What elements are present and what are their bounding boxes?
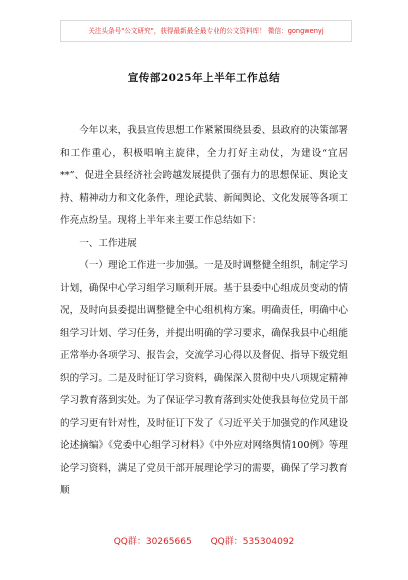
intro-paragraph: 今年以来，我县宣传思想工作紧紧围绕县委、县政府的决策部署和工作重心，积极唱响主旋律，全力打好主动仗，为建设“宜居**”、促进全县经济社会跨越发展提供了强有力的思想保证、舆论支持、精神动力和文化条件，理论武装、新闻舆论、文化发展等各项工作亮点纷呈。现将上半年来主要工作总结如下：	[60, 125, 348, 226]
body-paragraph: （一）理论工作进一步加强。一是及时调整健全组织，制定学习计划，确保中心学习组学习顺利开展。基于县委中心组成员变动的情况，及时向县委提出调整健全中心组机构方案。明确责任，明确中心组学习计划、学习任务，并提出明确的学习要求，确保我县中心组能正常举办各项学习、报告会，交流学习心得以及督促、指导下级党组织的学习。二是及时征订学习资料，确保深入贯彻中央八项规定精神学习教育落到实处。为了保证学习教育落到实处使我县每位党员干部的学习更有针对性，及时征订下发了《习近平关于加强党的作风建设论述摘编》《党委中心组学习材料》《中外应对网络舆情100例》等理论学习资料，满足了党员干部开展理论学习的需要，确保了学习教育顺	[60, 260, 348, 496]
section-heading: 一、工作进展	[79, 237, 137, 249]
document-title: 宣传部2025年上半年工作总结	[127, 72, 281, 84]
qq-group-1: QQ群：30265665	[113, 537, 192, 547]
qq-group-2: QQ群：535304092	[210, 537, 295, 547]
footer-contacts	[0, 534, 408, 547]
promo-banner: 关注头条号"公文研究"，获得最新最全最专业的公文资料库！ 微信：gongwenyj	[60, 20, 352, 42]
document-body	[60, 120, 348, 503]
